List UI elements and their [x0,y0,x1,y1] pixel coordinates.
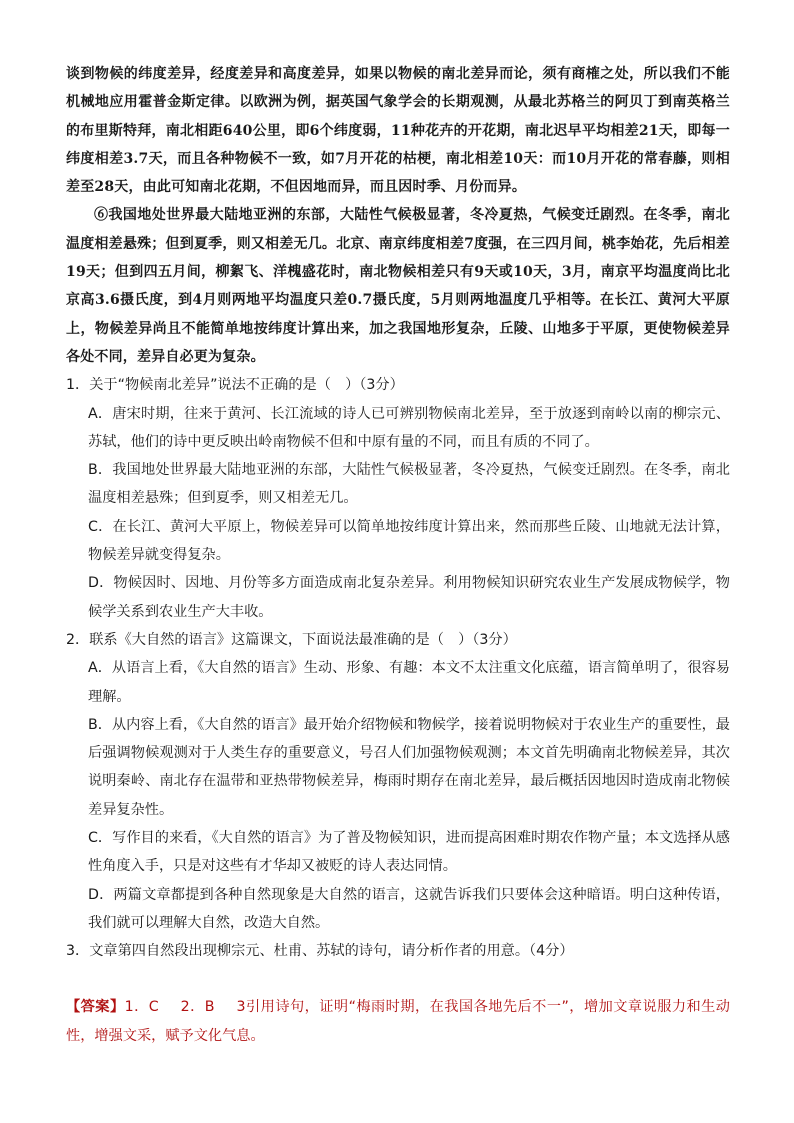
question-2-stem: 2．联系《大自然的语言》这篇课文，下面说法最准确的是（ ）（3分） [66,631,517,648]
question-3 [66,937,730,965]
answer-2: 2．B [180,998,215,1015]
question-list [66,371,730,965]
passage-paragraph-1: 谈到物候的纬度差异，经度差异和高度差异，如果以物候的南北差异而论，须有商榷之处，所以我们不能机械地应用霍普金斯定律。以欧洲为例，据英国气象学会的长期观测，从最北苏格兰的阿贝丁到南英格兰的布里斯特拜，南北相距640公里，即6个纬度弱，11种花卉的开花期，南北迟早平均相差21天，即每一纬度相差3.7天，而且各种物候不一致，如7月开花的枯梗，南北相差10天：而10月开花的常春藤，则相差至28天，由此可知南北花期，不但因地而异，而且因时季、月份而异。 [66,66,730,196]
question-1 [66,371,730,626]
question-2-option-c: C．写作目的来看，《大自然的语言》为了普及物候知识，进而提高困难时期农作物产量；本文选择从感性角度入手，只是对这些有才华却又被贬的诗人表达同情。 [88,830,730,875]
question-3-stem: 3．文章第四自然段出现柳宗元、杜甫、苏轼的诗句，请分析作者的用意。（4分） [66,943,574,960]
question-2-option-a: A．从语言上看，《大自然的语言》生动、形象、有趣：本文不太注重文化底蕴，语言简单明了，很容易理解。 [88,660,730,705]
question-1-option-d: D．物候因时、因地、月份等多方面造成南北复杂差异。利用物候知识研究农业生产发展成物候学，物候学关系到农业生产大丰收。 [88,575,730,620]
question-2-option-d: D．两篇文章都提到各种自然现象是大自然的语言，这就告诉我们只要体会这种暗语。明白这种传语，我们就可以理解大自然，改造大自然。 [88,886,730,931]
answer-3: 3引用诗句，证明“梅雨时期，在我国各地先后不一”，增加文章说服力和生动性，增强文采，赋予文化气息。 [66,998,730,1044]
passage-paragraph-6: ⑥我国地处世界最大陆地亚洲的东部，大陆性气候极显著，冬冷夏热，气候变迁剧烈。在冬季，南北温度相差悬殊；但到夏季，则又相差无几。北京、南京纬度相差7度强，在三四月间，桃李始花，先后相差19天；但到四五月间，柳絮飞、洋槐盛花时，南北物候相差只有9天或10天，3月，南京平均温度尚比北京高3.6摄氏度，到4月则两地平均温度只差0.7摄氏度，5月则两地温度几乎相等。在长江、黄河大平原上，物候差异尚且不能简单地按纬度计算出来，加之我国地形复杂，丘陵、山地多于平原，更使物候差异各处不同，差异自必更为复杂。 [66,207,730,365]
answer-block [66,993,730,1051]
question-1-stem: 1．关于“物候南北差异”说法不正确的是（ ）（3分） [66,377,404,394]
reading-passage [66,60,730,371]
question-1-option-b: B．我国地处世界最大陆地亚洲的东部，大陆性气候极显著，冬冷夏热，气候变迁剧烈。在冬季，南北温度相差悬殊；但到夏季，则又相差无几。 [88,462,730,507]
question-1-option-a: A．唐宋时期，往来于黄河、长江流域的诗人已可辨别物候南北差异，至于放逐到南岭以南的柳宗元、苏轼，他们的诗中更反映出岭南物候不但和中原有量的不同，而且有质的不同了。 [88,405,730,450]
question-1-option-c: C．在长江、黄河大平原上，物候差异可以简单地按纬度计算出来，然而那些丘陵、山地就无法计算，物候差异就变得复杂。 [88,518,730,564]
question-2 [66,626,730,937]
question-2-option-b: B．从内容上看，《大自然的语言》最开始介绍物候和物候学，接着说明物候对于农业生产的重要性，最后强调物候观测对于人类生存的重要意义，号召人们加强物候观测；本文首先明确南北物候差异，其次说明秦岭、南北存在温带和亚热带物候差异，梅雨时期存在南北差异，最后概括因地因时造成南北物候差异复杂性。 [88,716,730,818]
document-page [66,60,730,1051]
answer-label: 【答案】 [66,998,125,1015]
answer-1: 1．C [124,998,159,1015]
